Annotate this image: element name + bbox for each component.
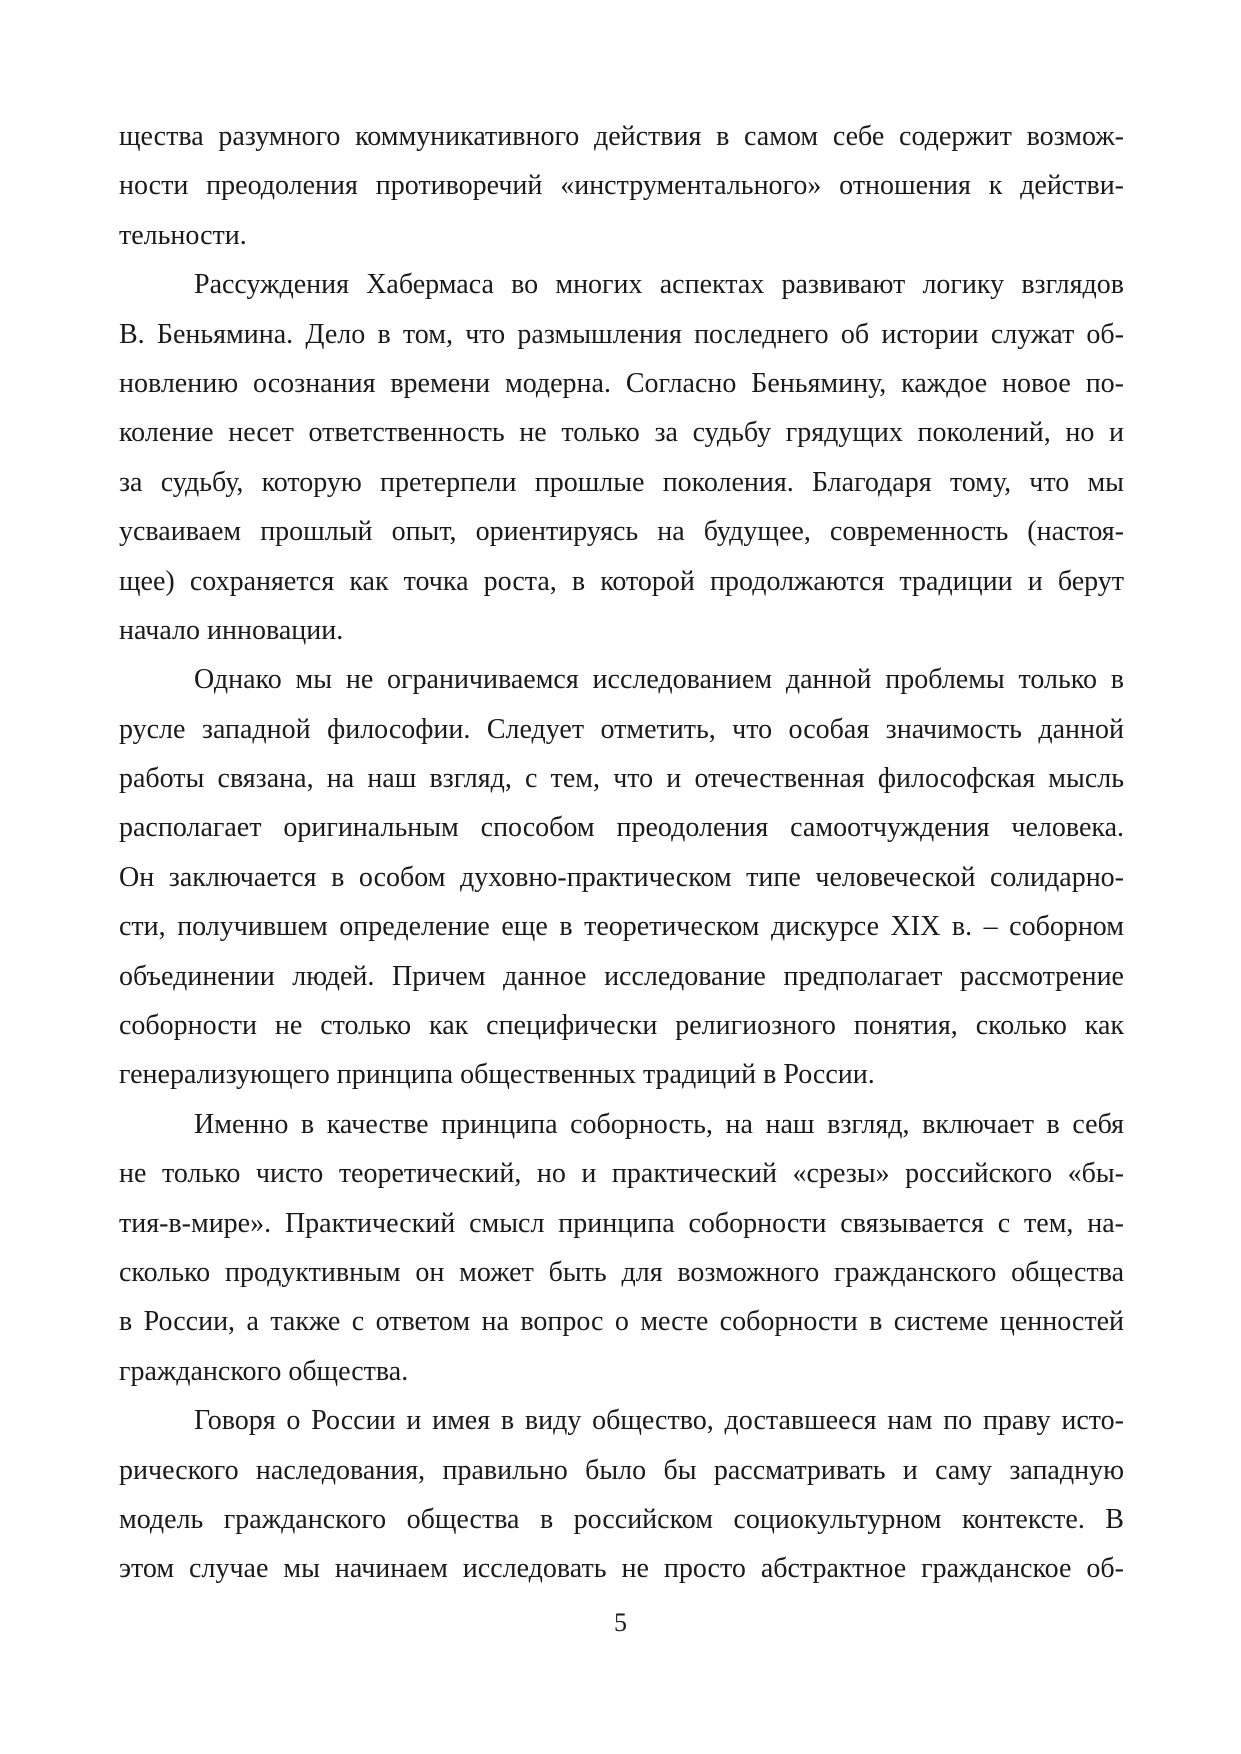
text-line: усваиваем прошлый опыт, ориентируясь на будущее, современность (настоя-: [119, 516, 1124, 548]
paragraph: [119, 112, 1124, 260]
text-line: не только чисто теоретический, но и практический «срезы» российского «бы-: [119, 1158, 1124, 1190]
text-line: соборности не столько как специфически религиозного понятия, сколько как: [119, 1010, 1124, 1042]
text-line: ности преодоления противоречий «инструментального» отношения к действи-: [119, 170, 1124, 202]
text-line: начало инновации.: [119, 614, 344, 646]
text-line: В. Беньямина. Дело в том, что размышления последнего об истории служат об-: [119, 318, 1124, 350]
paragraph: [119, 1396, 1124, 1594]
body-text: [119, 112, 1124, 1594]
text-line: коление несет ответственность не только за судьбу грядущих поколений, но и: [119, 417, 1124, 449]
text-line: за судьбу, которую претерпели прошлые поколения. Благодаря тому, что мы: [119, 466, 1124, 498]
text-line: Именно в качестве принципа соборность, на наш взгляд, включает в себя: [194, 1108, 1124, 1140]
text-line: этом случае мы начинаем исследовать не просто абстрактное гражданское об-: [119, 1553, 1124, 1585]
text-line: сти, получившем определение еще в теоретическом дискурсе XIX в. – соборном: [119, 911, 1124, 943]
text-line: в России, а также с ответом на вопрос о месте соборности в системе ценностей: [119, 1306, 1124, 1338]
text-line: модель гражданского общества в российском социокультурном контексте. В: [119, 1503, 1124, 1535]
page-number: 5: [614, 1608, 627, 1637]
text-line: щее) сохраняется как точка роста, в которой продолжаются традиции и берут: [119, 565, 1124, 597]
text-line: располагает оригинальным способом преодоления самоотчуждения человека.: [119, 812, 1124, 844]
text-line: тельности.: [119, 219, 247, 251]
text-line: объединении людей. Причем данное исследование предполагает рассмотрение: [119, 960, 1124, 992]
text-line: Говоря о России и имея в виду общество, доставшееся нам по праву исто-: [194, 1405, 1124, 1437]
text-line: рического наследования, правильно было бы рассматривать и саму западную: [119, 1454, 1124, 1486]
text-line: работы связана, на наш взгляд, с тем, что и отечественная философская мысль: [119, 763, 1124, 795]
text-line: сколько продуктивным он может быть для возможного гражданского общества: [119, 1256, 1124, 1288]
paragraph: [119, 655, 1124, 1100]
text-line: Рассуждения Хабермаса во многих аспектах развивают логику взглядов: [194, 269, 1124, 301]
text-line: Однако мы не ограничиваемся исследованием данной проблемы только в: [194, 664, 1124, 696]
text-line: тия-в-мире». Практический смысл принципа соборности связывается с тем, на-: [119, 1207, 1124, 1239]
text-line: русле западной философии. Следует отметить, что особая значимость данной: [119, 713, 1124, 745]
paragraph: [119, 260, 1124, 655]
text-line: новлению осознания времени модерна. Согласно Беньямину, каждое новое по-: [119, 367, 1124, 399]
text-line: генерализующего принципа общественных традиций в России.: [119, 1059, 875, 1091]
text-line: Он заключается в особом духовно-практическом типе человеческой солидарно-: [119, 861, 1124, 893]
paragraph: [119, 1100, 1124, 1396]
text-line: щества разумного коммуникативного действия в самом себе содержит возмож-: [119, 121, 1124, 152]
text-line: гражданского общества.: [119, 1355, 409, 1387]
